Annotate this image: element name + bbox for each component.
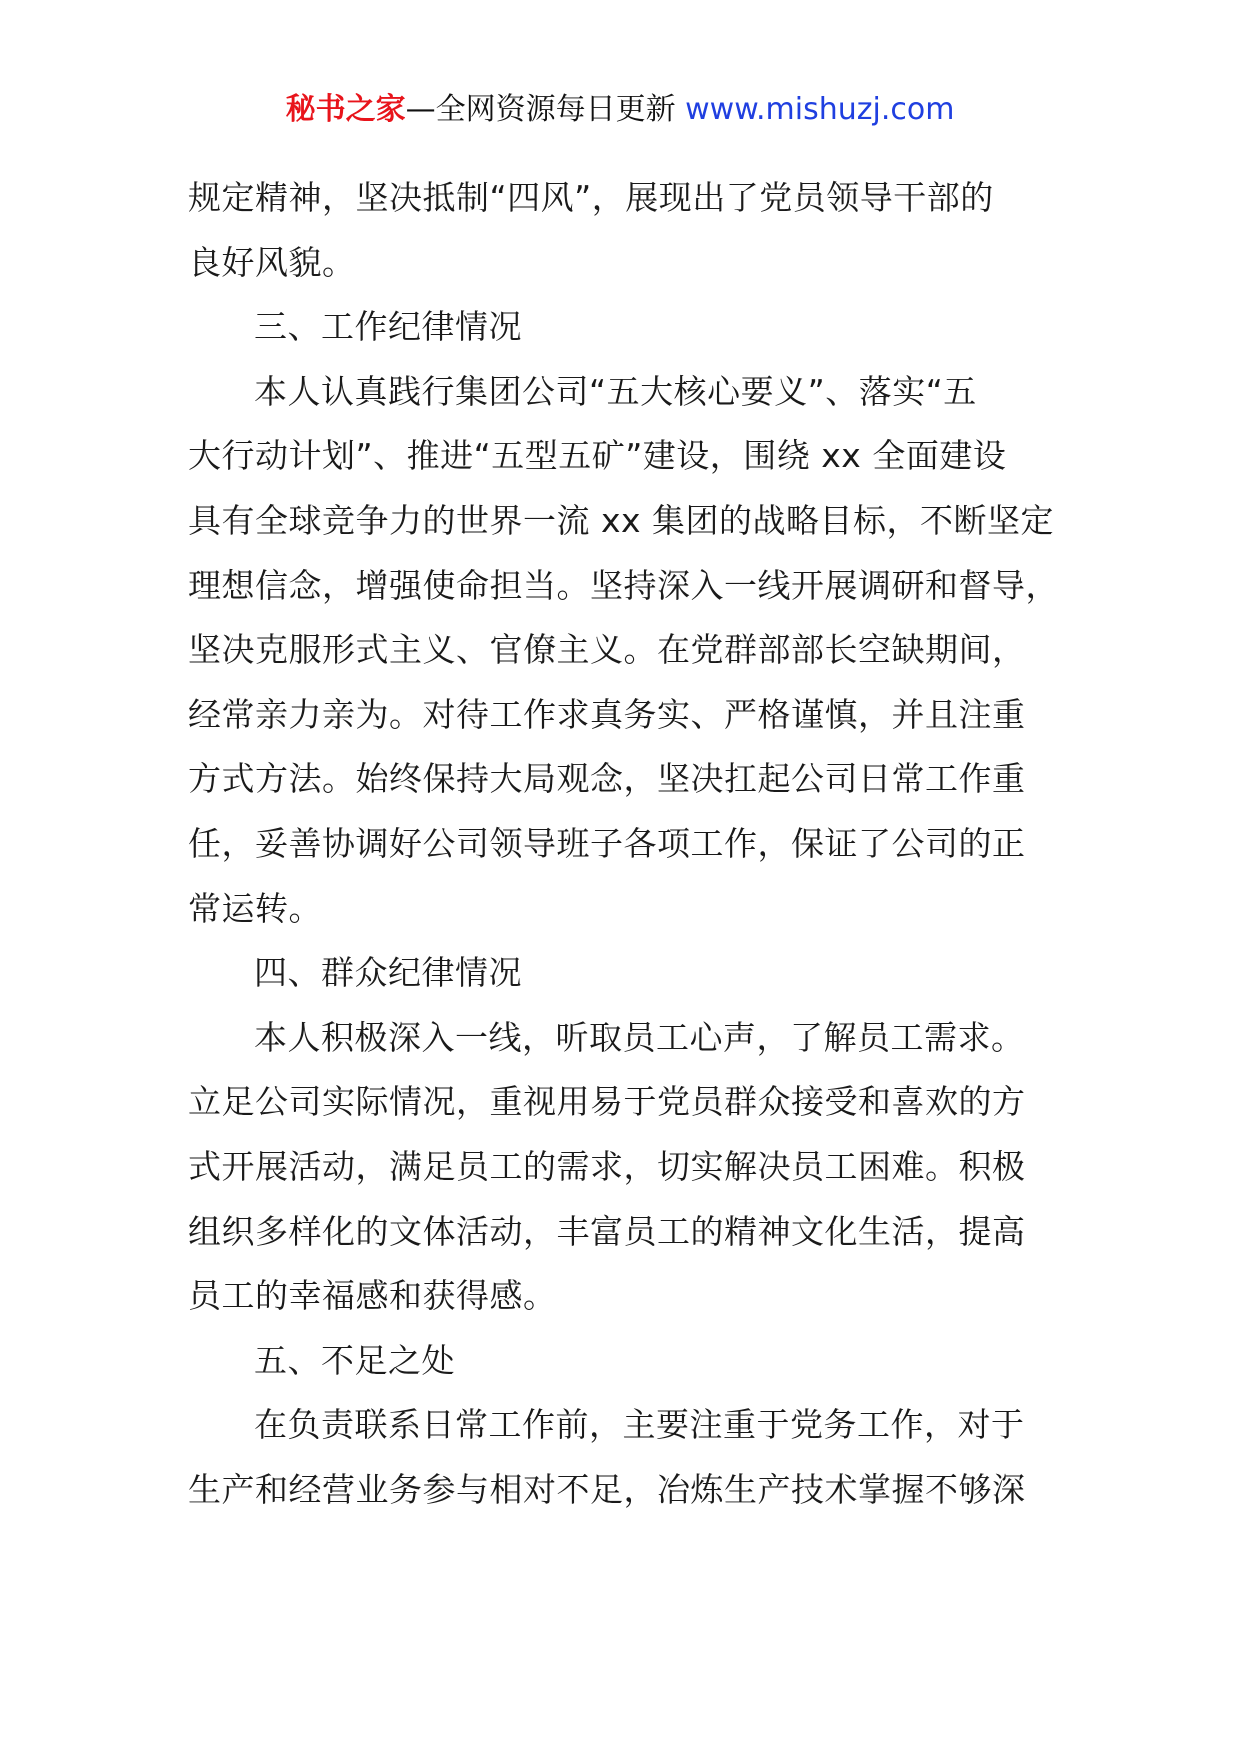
section-heading: 三、工作纪律情况 xyxy=(254,307,522,347)
page-header xyxy=(0,88,1240,132)
section-heading: 五、不足之处 xyxy=(254,1340,455,1380)
text-line: 任，妥善协调好公司领导班子各项工作，保证了公司的正 xyxy=(188,823,1026,863)
site-url-link[interactable]: www.mishuzj.com xyxy=(685,92,955,127)
paragraph-start: 本人积极深入一线，听取员工心声，了解员工需求。 xyxy=(254,1017,1025,1057)
text-line: 理想信念，增强使命担当。坚持深入一线开展调研和督导， xyxy=(188,565,1059,605)
text-line: 良好风貌。 xyxy=(188,242,356,282)
document-body xyxy=(188,166,1058,1522)
text-line: 具有全球竞争力的世界一流 xx 集团的战略目标，不断坚定 xyxy=(188,500,1055,540)
text-line: 常运转。 xyxy=(188,888,322,928)
text-line: 方式方法。始终保持大局观念，坚决扛起公司日常工作重 xyxy=(188,759,1026,799)
text-line: 生产和经营业务参与相对不足，冶炼生产技术掌握不够深 xyxy=(188,1469,1026,1509)
text-line: 规定精神，坚决抵制“四风”，展现出了党员领导干部的 xyxy=(188,178,994,217)
text-line: 大行动计划”、推进“五型五矿”建设，围绕 xx 全面建设 xyxy=(188,436,1007,476)
section-heading: 四、群众纪律情况 xyxy=(254,953,522,993)
text-line: 员工的幸福感和获得感。 xyxy=(188,1276,557,1316)
text-line: 立足公司实际情况，重视用易于党员群众接受和喜欢的方 xyxy=(188,1082,1026,1122)
paragraph-start: 在负责联系日常工作前，主要注重于党务工作，对于 xyxy=(254,1405,1025,1445)
text-line: 坚决克服形式主义、官僚主义。在党群部部长空缺期间， xyxy=(188,630,1026,670)
site-brand: 秘书之家 xyxy=(285,92,406,127)
site-tagline: —全网资源每日更新 xyxy=(405,92,676,127)
paragraph-start: 本人认真践行集团公司“五大核心要义”、落实“五 xyxy=(254,371,977,411)
text-line: 式开展活动，满足员工的需求，切实解决员工困难。积极 xyxy=(188,1146,1026,1186)
text-line: 经常亲力亲为。对待工作求真务实、严格谨慎，并且注重 xyxy=(188,694,1026,734)
text-line: 组织多样化的文体活动，丰富员工的精神文化生活，提高 xyxy=(188,1211,1026,1251)
